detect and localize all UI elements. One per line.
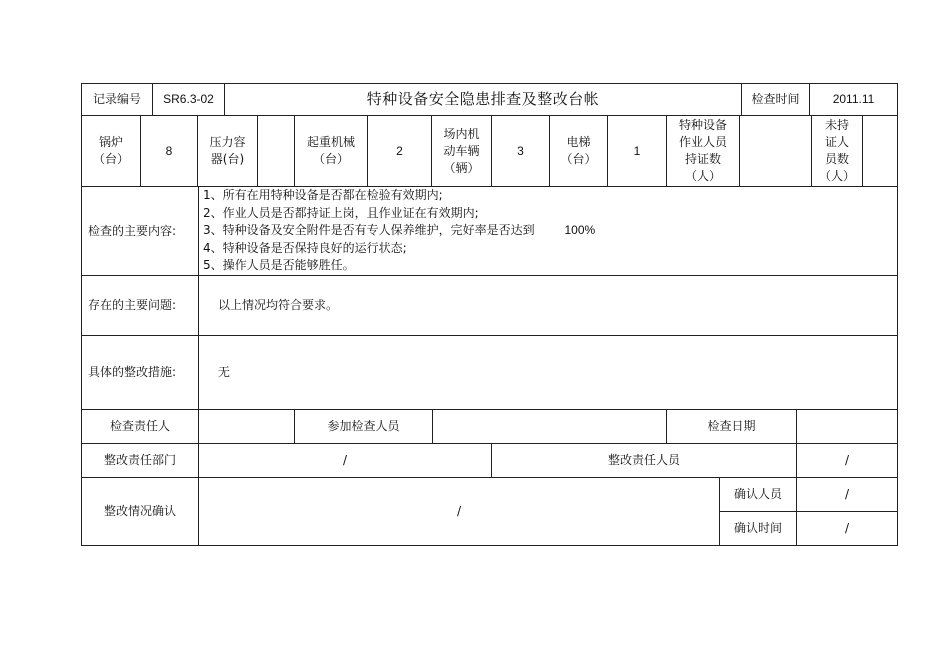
rectification-measures-value: 无 [218, 365, 231, 379]
main-content-label: 检查的主要内容: [88, 223, 177, 238]
elevator-count: 1 [633, 143, 641, 158]
certified-operators-count [740, 116, 811, 186]
responsible-person-label: 整改责任人员 [607, 453, 680, 467]
inspection-item-text: 3、特种设备及安全附件是否有专人保养维护，完好率是否达到 [203, 223, 535, 237]
pressure-vessel-count [258, 116, 294, 186]
table-border-right [897, 83, 898, 546]
confirmer-value: / [844, 487, 850, 501]
check-time-value: 2011.11 [832, 92, 875, 106]
inspector-value [199, 410, 294, 443]
inspection-item [203, 222, 893, 240]
record-number-label: 记录编号 [92, 92, 141, 106]
crane-count: 2 [396, 143, 403, 158]
inspector-label: 检查责任人 [109, 419, 170, 433]
confirm-time-label: 确认时间 [733, 521, 782, 535]
elevator-label: 电梯 （台） [560, 135, 597, 166]
check-time-label: 检查时间 [751, 92, 800, 106]
main-problems-label: 存在的主要问题: [88, 298, 177, 312]
pressure-vessel-label: 压力容 器(台) [209, 135, 246, 166]
main-problems-value: 以上情况均符合要求。 [218, 298, 339, 312]
inspection-item: 1、所有在用特种设备是否都在检验有效期内; [203, 188, 443, 202]
crane-label: 起重机械 （台） [306, 135, 355, 166]
responsible-person-value: / [844, 453, 850, 467]
certified-operators-label: 特种设备 作业人员 持证数 （人） [678, 118, 727, 183]
inspection-date-label: 检查日期 [707, 419, 756, 433]
inspection-item: 2、作业人员是否都持证上岗，且作业证在有效期内; [203, 205, 479, 220]
rectification-confirm-label: 整改情况确认 [103, 504, 176, 518]
site-vehicle-count: 3 [517, 143, 524, 158]
boiler-count: 8 [165, 143, 173, 158]
participants-label: 参加检查人员 [327, 419, 400, 433]
responsible-dept-label: 整改责任部门 [103, 453, 176, 467]
rectification-measures-label: 具体的整改措施: [88, 365, 177, 379]
inspection-item: 4、特种设备是否保持良好的运行状态; [203, 240, 407, 255]
uncertified-operators-count [863, 116, 897, 186]
participants-value [433, 410, 666, 443]
inspection-item: 5、操作人员是否能够胜任。 [203, 258, 355, 272]
table-border-bottom [81, 545, 898, 546]
responsible-dept-value: / [342, 453, 348, 467]
confirm-time-value: / [844, 521, 850, 535]
boiler-label: 锅炉 （台） [92, 135, 129, 166]
inspection-date-value [797, 410, 897, 443]
rectification-confirm-value: / [456, 504, 462, 518]
site-vehicle-label: 场内机 动车辆 （辆） [443, 126, 480, 175]
inspection-items-list [203, 187, 893, 275]
record-number-value: SR6.3-02 [163, 92, 214, 106]
target-rate-value: 100% [564, 223, 596, 237]
confirmer-label: 确认人员 [733, 487, 782, 501]
document-title: 特种设备安全隐患排查及整改台帐 [366, 90, 600, 108]
uncertified-operators-label: 未持 证人 员数 （人） [818, 118, 855, 183]
